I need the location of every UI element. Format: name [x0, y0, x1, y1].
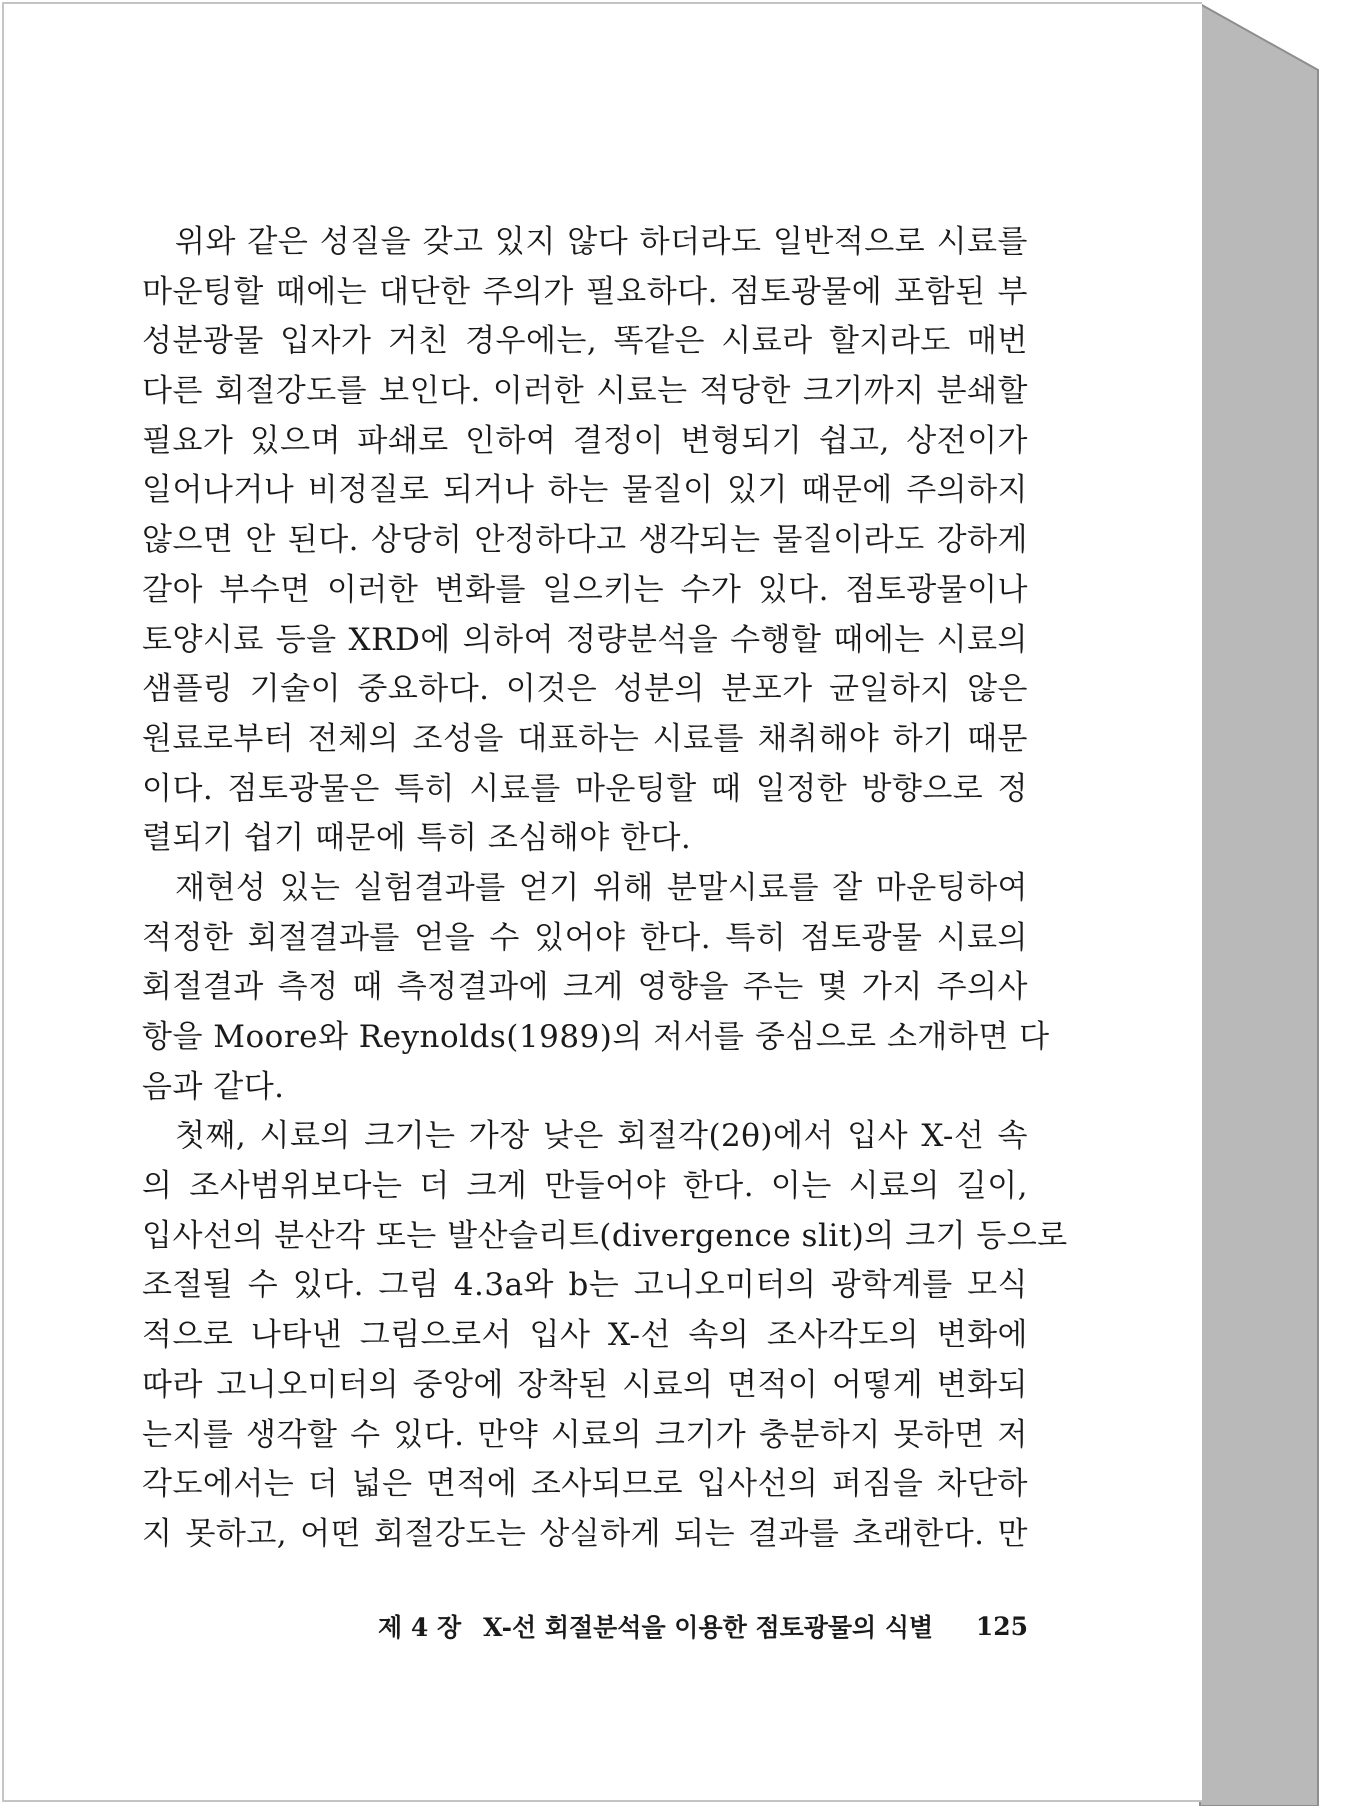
text-line: 입사선의 분산각 또는 발산슬리트(divergence slit)의 크기 등으로	[142, 1217, 1068, 1254]
text-line: 않으면 안 된다. 상당히 안정하다고 생각되는 물질이라도 강하게	[142, 522, 1028, 559]
text-line: 이다. 점토광물은 특히 시료를 마운팅할 때 일정한 방향으로 정	[142, 770, 1028, 807]
text-line: 갈아 부수면 이러한 변화를 일으키는 수가 있다. 점토광물이나	[142, 571, 1028, 608]
text-line: 적정한 회절결과를 얻을 수 있어야 한다. 특히 점토광물 시료의	[142, 919, 1028, 956]
text-line: 원료로부터 전체의 조성을 대표하는 시료를 채취해야 하기 때문	[142, 720, 1028, 757]
text-line: 지 못하고, 어떤 회절강도는 상실하게 되는 결과를 초래한다. 만	[142, 1515, 1028, 1552]
text-line: 렬되기 쉽기 때문에 특히 조심해야 한다.	[142, 820, 692, 857]
text-line: 첫째, 시료의 크기는 가장 낮은 회절각(2θ)에서 입사 X-선 속	[175, 1118, 1028, 1155]
footer-title: X-선 회절분석을 이용한 점토광물의 식별	[483, 1613, 934, 1642]
text-line: 의 조사범위보다는 더 크게 만들어야 한다. 이는 시료의 길이,	[142, 1168, 1028, 1205]
text-line: 필요가 있으며 파쇄로 인하여 결정이 변형되기 쉽고, 상전이가	[142, 422, 1028, 459]
text-line: 샘플링 기술이 중요하다. 이것은 성분의 분포가 균일하지 않은	[142, 671, 1028, 708]
text-line: 조절될 수 있다. 그림 4.3a와 b는 고니오미터의 광학계를 모식	[142, 1267, 1028, 1304]
text-line: 위와 같은 성질을 갖고 있지 않다 하더라도 일반적으로 시료를	[175, 224, 1028, 260]
text-line: 각도에서는 더 넓은 면적에 조사되므로 입사선의 퍼짐을 차단하	[142, 1466, 1028, 1503]
text-line: 항을 Moore와 Reynolds(1989)의 저서를 중심으로 소개하면 다	[142, 1019, 1050, 1055]
text-line: 회절결과 측정 때 측정결과에 크게 영향을 주는 몇 가지 주의사	[142, 969, 1028, 1006]
body-text	[142, 218, 1068, 1560]
text-line: 마운팅할 때에는 대단한 주의가 필요하다. 점토광물에 포함된 부	[142, 273, 1028, 310]
text-line: 따라 고니오미터의 중앙에 장착된 시료의 면적이 어떻게 변화되	[142, 1366, 1028, 1403]
text-line: 다른 회절강도를 보인다. 이러한 시료는 적당한 크기까지 분쇄할	[142, 373, 1028, 410]
running-footer	[378, 1606, 1028, 1646]
text-line: 는지를 생각할 수 있다. 만약 시료의 크기가 충분하지 못하면 저	[142, 1416, 1028, 1453]
page-number: 125	[975, 1611, 1028, 1641]
footer-chapter: 제 4 장	[378, 1613, 462, 1642]
text-line: 토양시료 등을 XRD에 의하여 정량분석을 수행할 때에는 시료의	[142, 621, 1028, 658]
text-line: 음과 같다.	[142, 1068, 285, 1105]
text-line: 재현성 있는 실험결과를 얻기 위해 분말시료를 잘 마운팅하여	[175, 869, 1028, 906]
text-line: 일어나거나 비정질로 되거나 하는 물질이 있기 때문에 주의하지	[142, 472, 1028, 509]
text-line: 적으로 나타낸 그림으로서 입사 X-선 속의 조사각도의 변화에	[142, 1317, 1028, 1354]
text-line: 성분광물 입자가 거친 경우에는, 똑같은 시료라 할지라도 매번	[142, 323, 1028, 360]
